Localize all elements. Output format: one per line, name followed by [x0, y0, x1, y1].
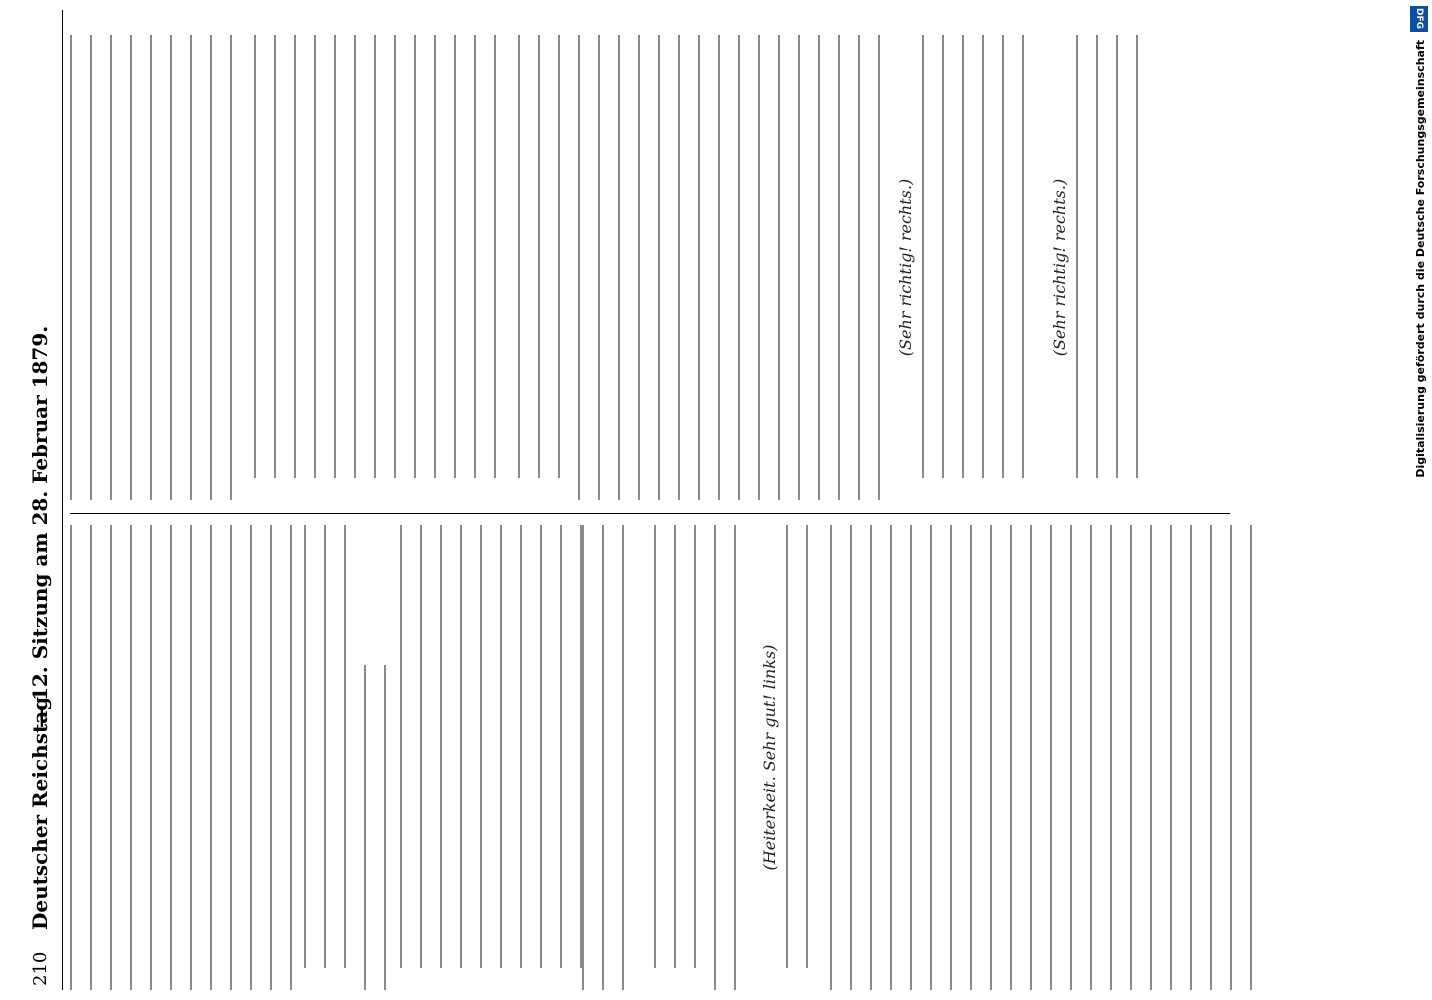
digitization-credit: [1406, 0, 1432, 1000]
paragraph: [518, 35, 578, 478]
paragraph: [1076, 35, 1156, 478]
running-head-title: Deutscher Reichstag.: [28, 689, 52, 930]
running-head-session: — 12. Sitzung am 28. Februar 1879.: [28, 325, 52, 728]
paragraph: [70, 35, 250, 500]
paragraph: [582, 525, 642, 990]
text-column-left: [70, 525, 1270, 990]
page-number: 210: [29, 951, 51, 986]
paragraph: [364, 665, 386, 990]
paragraph: [786, 525, 826, 968]
header-rule: [62, 10, 63, 990]
credit-text: Digitalisierung gefördert durch die Deutsche Forschungsgemeinschaft: [1414, 40, 1427, 478]
running-head: [20, 0, 60, 1000]
dfg-logo: DFG: [1410, 6, 1428, 32]
paragraph: [578, 35, 890, 500]
text-column-right: [70, 35, 1400, 500]
paragraph: [254, 35, 514, 478]
paragraph: [830, 525, 1270, 990]
paragraph: [922, 35, 1042, 478]
paragraph: [70, 525, 300, 990]
interjection: (Heiterkeit. Sehr gut! links): [760, 644, 779, 871]
interjection: (Sehr richtig! rechts.): [896, 178, 915, 357]
interjection: (Sehr richtig! rechts.): [1050, 178, 1069, 357]
paragraph: [714, 525, 754, 990]
paragraph: [304, 525, 364, 968]
paragraph: [654, 525, 714, 968]
column-divider: [70, 513, 1230, 514]
paragraph: [400, 525, 582, 968]
